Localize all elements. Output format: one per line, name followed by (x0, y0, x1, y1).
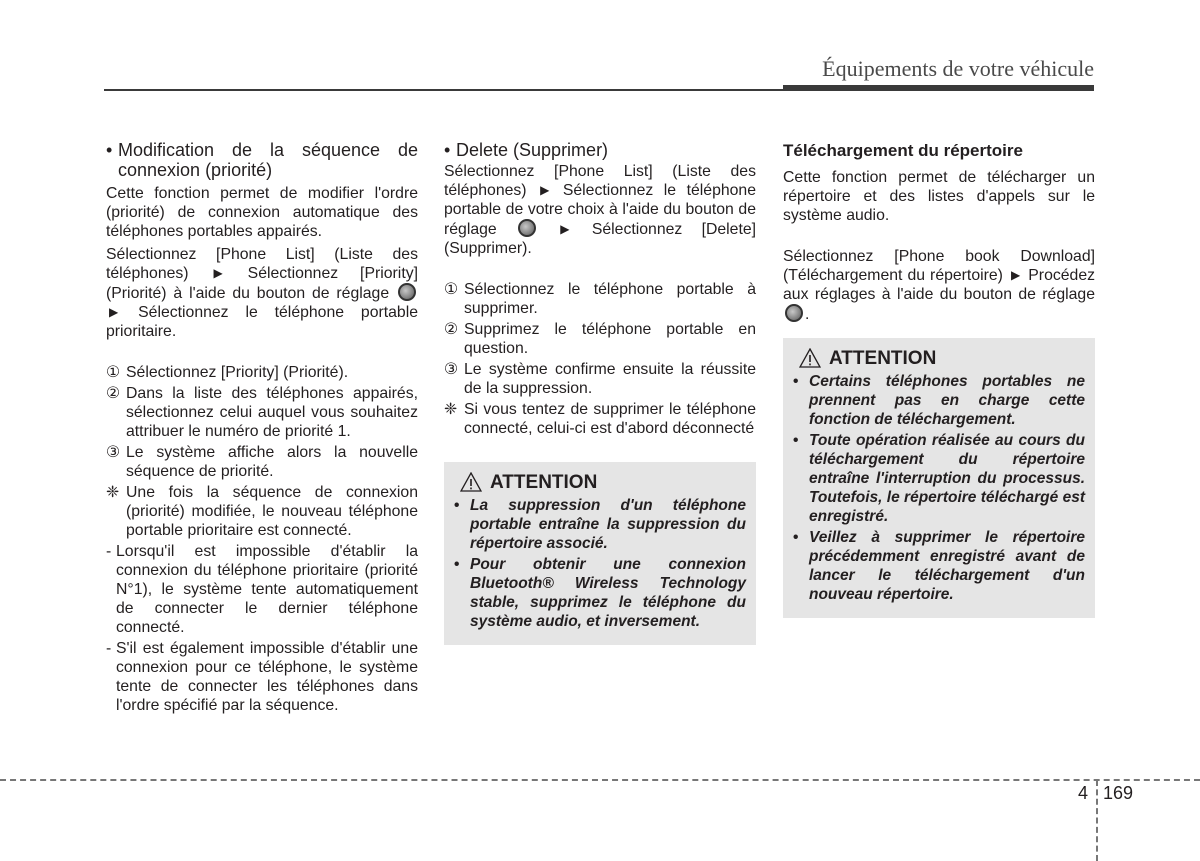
warning-triangle-icon (799, 348, 821, 368)
dash-item: - Lorsqu'il est impossible d'établir la connexion du téléphone prioritaire (priorité N°1), le système tente automatiquement de connecter le dernier téléphone connecté. (106, 543, 418, 636)
dash-item: - S'il est également impossible d'établir une connexion pour ce téléphone, le système tente de connecter les téléphones dans l'ordre spécifié par la séquence. (106, 640, 418, 714)
list-item: ② Dans la liste des téléphones appairés, sélectionnez celui auquel vous souhaitez attribuer le numéro de priorité 1. (106, 385, 418, 440)
tuning-knob-icon (518, 219, 536, 237)
column-delete (444, 140, 756, 645)
attention-title: ATTENTION (454, 472, 746, 492)
page-number: 169 (1103, 783, 1134, 803)
attention-box (783, 338, 1095, 618)
section-heading-priority: • Modification de la séquence de connexion (priorité) (106, 140, 418, 180)
header-rule-accent (783, 85, 1094, 91)
paragraph-instructions: Sélectionnez [Phone List] (Liste des téléphones) ▶ Sélectionnez le téléphone portable de votre choix à l'aide du bouton de réglage ▶ Sélectionnez [Delete] (Supprimer). (444, 163, 757, 257)
arrow-right-icon: ▶ (540, 183, 550, 197)
section-heading-phonebook: Téléchargement du répertoire (783, 141, 1023, 160)
paragraph-instructions: Sélectionnez [Phone List] (Liste des téléphones) ▶ Sélectionnez [Priority] (Priorité) à l'aide du bouton de réglage ▶ Sélectionnez le téléphone portable prioritaire. (106, 246, 419, 340)
paragraph-instructions: Sélectionnez [Phone book Download] (Téléchargement du répertoire) ▶ Procédez aux réglages à l'aide du bouton de réglage . (783, 248, 1096, 323)
attention-item: • Certains téléphones portables ne prennent pas en charge cette fonction de téléchargement. (793, 373, 1085, 428)
tuning-knob-icon (785, 304, 803, 322)
list-item: ① Sélectionnez le téléphone portable à supprimer. (444, 281, 756, 317)
column-priority (106, 140, 418, 717)
list-item: ③ Le système confirme ensuite la réussite de la suppression. (444, 361, 756, 397)
attention-title: ATTENTION (793, 348, 1085, 368)
warning-triangle-icon (460, 472, 482, 492)
list-item: ② Supprimez le téléphone portable en question. (444, 321, 756, 357)
attention-item: • Toute opération réalisée au cours du téléchargement du répertoire entraîne l'interruption du processus. Toutefois, le répertoire téléchargé est enregistré. (793, 432, 1085, 525)
tuning-knob-icon (398, 283, 416, 301)
arrow-right-icon: ▶ (109, 305, 119, 319)
attention-item: • Pour obtenir une connexion Bluetooth® Wireless Technology stable, supprimez le téléphone du système audio, et inversement. (454, 556, 746, 630)
arrow-right-icon: ▶ (1010, 268, 1021, 282)
column-phonebook (783, 140, 1095, 618)
paragraph: Cette fonction permet de modifier l'ordre (priorité) de connexion automatique des téléphones portables appairés. (106, 185, 418, 240)
note-item: ❈ Une fois la séquence de connexion (priorité) modifiée, le nouveau téléphone portable prioritaire est connecté. (106, 484, 418, 539)
attention-box (444, 462, 756, 645)
list-item: ① Sélectionnez [Priority] (Priorité). (106, 364, 349, 381)
attention-item: • Veillez à supprimer le répertoire précédemment enregistré avant de lancer le téléchargement d'un nouveau répertoire. (793, 529, 1085, 603)
paragraph: Cette fonction permet de télécharger un répertoire et des listes d'appels sur le système audio. (783, 169, 1095, 224)
chapter-number: 4 (1078, 783, 1089, 803)
note-item: ❈ Si vous tentez de supprimer le téléphone connecté, celui-ci est d'abord déconnecté (444, 401, 756, 437)
section-heading-delete: • Delete (Supprimer) (444, 140, 609, 160)
attention-item: • La suppression d'un téléphone portable entraîne la suppression du répertoire associé. (454, 497, 746, 552)
footer-page-divider (1096, 780, 1098, 861)
footer-divider (0, 779, 1200, 781)
arrow-right-icon: ▶ (560, 222, 570, 236)
list-item: ③ Le système affiche alors la nouvelle séquence de priorité. (106, 444, 418, 480)
page-header-title: Équipements de votre véhicule (822, 56, 1094, 81)
arrow-right-icon: ▶ (213, 266, 223, 280)
